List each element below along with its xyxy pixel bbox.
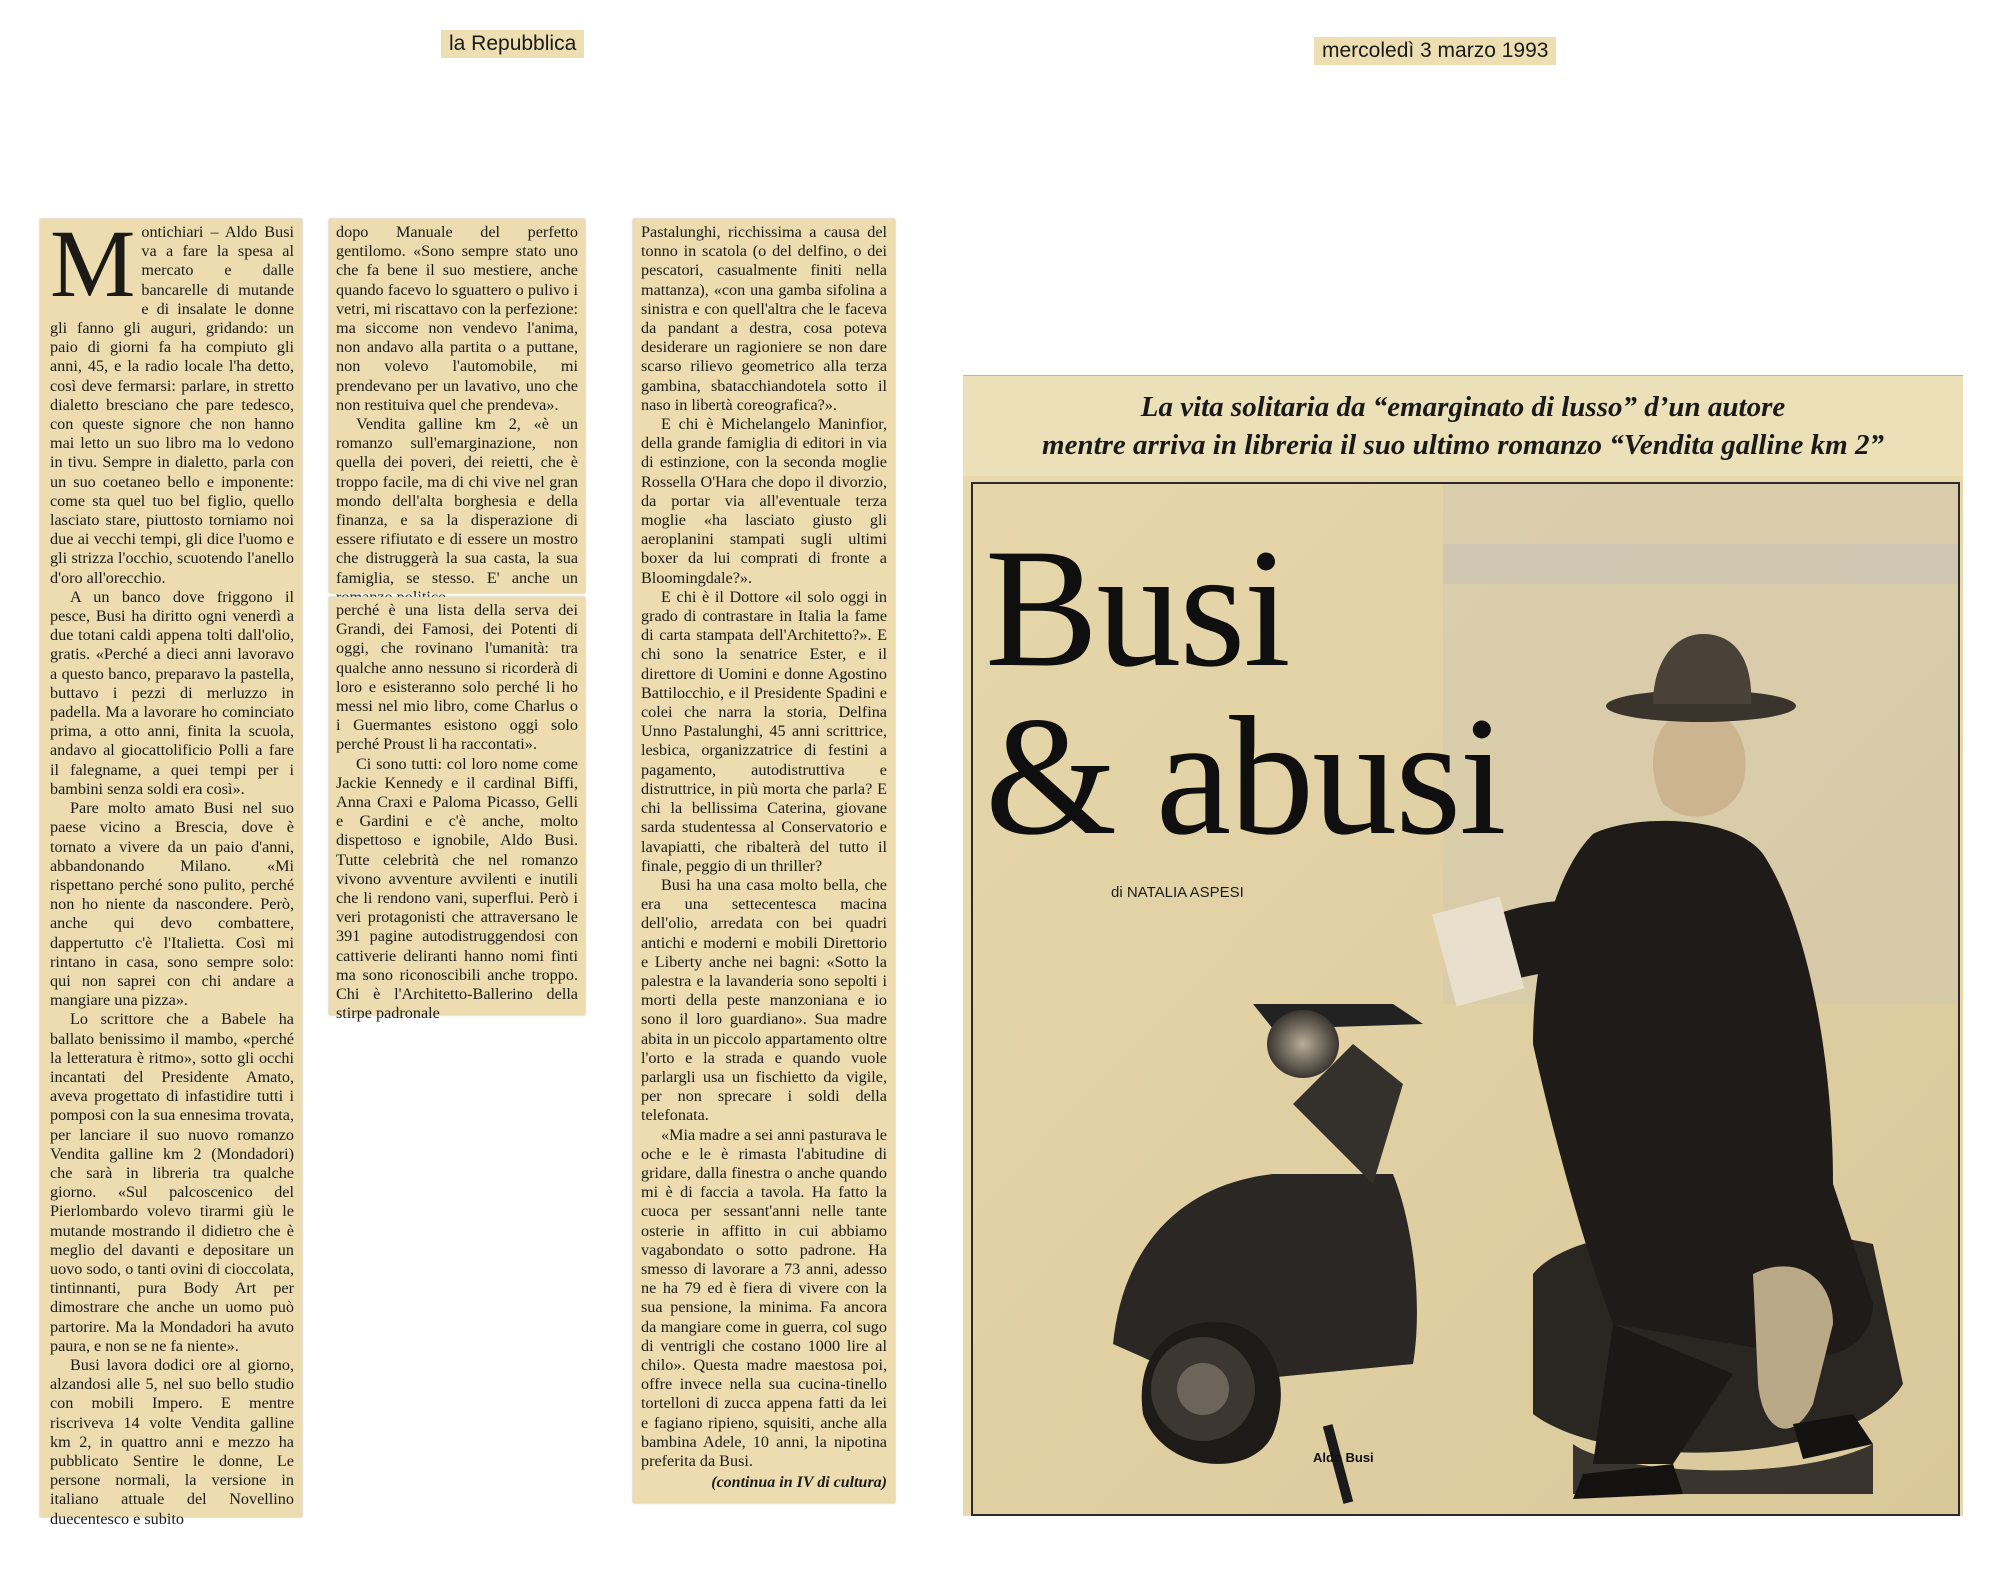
paragraph: «Mia madre a sei anni pasturava le oche e le è rimasta l'abitudine di gridare, dalla finestra o anche quando mi è di faccia a tavola. Ha fatto la cuoca per sessant'anni nelle tante osterie in affitto in cui abbiamo vagabondato o sotto padrone. Ha smesso di lavorare a 73 anni, adesso ne ha 79 ed è fiera di vivere con la sua pensione, la minima. Fa ancora da mangiare come in guerra, col sugo di ventrigli che costano 1000 lire al chilo». Questa madre maestosa poi, offre invece nella sua cucina-tinello tortelloni di zucca appena fatti da lei e fagiano ripieno, squisiti, anche alla bambina Adele, 10 anni, la nipotina preferita da Busi. bbox=[641, 1125, 887, 1470]
paragraph: Busi lavora dodici ore al giorno, alzandosi alle 5, nel suo bello studio con mobili Impero. E mentre riscriveva 14 volte Vendita galline km 2, in quattro anni e mezzo ha pubblicato Sentire le donne, Le persone normali, la versione in italiano attuale del Novellino duecentesco e subito bbox=[50, 1355, 294, 1528]
paragraph: dopo Manuale del perfetto gentilomo. «Sono sempre stato uno che fa bene il suo mestiere, anche quando facevo lo sguattero o pulivo i vetri, mi riscattavo con la perfezione: ma siccome non vendevo l'anima, non andavo alla partita o a puttane, non volevo l'automobile, mi prendevano per un lavativo, uno che non restituiva quel che prendeva». bbox=[336, 223, 578, 414]
drop-cap: M bbox=[50, 210, 136, 317]
paragraph: Lo scrittore che a Babele ha ballato benissimo il mambo, «perché la letteratura è ritmo», sotto gli occhi incantati del Presidente Amato, aveva progettato di infastidire tutti i pomposi con la sua ennesima trovata, per lanciare il suo nuovo romanzo Vendita galline km 2 (Mondadori) che sarà in libreria tra qualche giorno. «Sul palcoscenico del Pierlombardo volevo tirarmi giù le mutande mostrando il didietro che è meglio del davanti e depositare un uovo sodo, o tanti ovini di cioccolata, tintinnanti, pura Body Art per dimostrare che anche un uomo può partorire. Ma la Mondadori ha avuto paura, e non se ne fa niente». bbox=[50, 1010, 294, 1355]
headline-photo-clipping bbox=[963, 375, 1963, 1516]
kicker-banner bbox=[963, 376, 1963, 476]
date-label: mercoledì 3 marzo 1993 bbox=[1314, 37, 1556, 65]
paragraph: Pare molto amato Busi nel suo paese vicino a Brescia, dove è tornato a vivere da un paio d'anni, abbandonando Milano. «Mi rispettano perché sono pulito, perché non ho niente da nascondere. Però, anche qui devo combattere, dappertutto c'è l'Italietta. Così mi rintano in casa, sono sempre solo: qui non saprei con chi andare a mangiare una pizza». bbox=[50, 799, 294, 1010]
paragraph: Busi ha una casa molto bella, che era una settecentesca macina dell'olio, arredata con bei quadri antichi e moderni e mobili Direttorio e Liberty anche nei bagni: «Sotto la palestra e la lavanderia sono sepolti i morti della peste manzoniana e io sono il loro guardiano». Sua madre abita in un piccolo appartamento oltre l'orto e la strada e quando vuole parlargli usa un fischietto da vigile, per non sprecare i soldi della telefonata. bbox=[641, 875, 887, 1125]
photo-frame bbox=[971, 482, 1960, 1516]
kicker-line: mentre arriva in libreria il suo ultimo romanzo “Vendita galline km 2” bbox=[1042, 429, 1884, 461]
headline-line: & abusi bbox=[985, 682, 1505, 870]
newspaper-label: la Repubblica bbox=[441, 30, 584, 58]
paragraph: Pastalunghi, ricchissima a causa del tonno in scatola (o del delfino, o dei pescatori, casualmente finiti nella mattanza), «con una gamba sifolina a sinistra e con quell'altra che le faceva da pandant a destra, cosa poteva desiderare un ragioniere se non dare scarso rilievo geometrico alla terza gambina, sbatacchiandotela sotto il naso in libertà coreografica?». bbox=[641, 223, 887, 414]
paragraph: Ci sono tutti: col loro nome come Jackie Kennedy e il cardinal Biffi, Anna Craxi e Paloma Picasso, Gelli e Gardini e c'è anche, molto dispettoso e ignobile, Aldo Busi. Tutte celebrità che nel romanzo vivono avventure avvilenti e inutili che li rendono vani, superflui. Però i veri protagonisti che attraversano le 391 pagine autodistruggendosi con cattiverie deliranti hanno nomi finti ma sono riconoscibili anche troppo. Chi è l'Architetto-Ballerino della stirpe padronale bbox=[336, 754, 578, 1023]
article-column-1 bbox=[50, 210, 294, 1528]
headline-line: Busi bbox=[985, 514, 1289, 702]
paragraph: ontichiari – Aldo Busi va a fare la spesa al mercato e dalle bancarelle di mutande e di insalate le donne gli fanno gli auguri, gridando: un paio di giorni fa ha compiuto gli anni, 45, e la radio locale l'ha detto, così deve fermarsi: parlare, in stretto dialetto bresciano che pare tedesco, con queste signore che non hanno mai letto un suo libro ma lo vedono in tivu. Sempre in dialetto, parla con un suo coetaneo bello e imponente: come sta quel tuo bel figlio, quello lasciato stare, piuttosto torniamo noi due ai vecchi tempi, gli dice l'uomo e gli strizza l'occhio, scuotendo l'anello d'oro all'orecchio. bbox=[50, 223, 294, 587]
continuation-note: (continua in IV di cultura) bbox=[711, 1474, 887, 1492]
paragraph: E chi è Michelangelo Maninfior, della grande famiglia di editori in via di estinzione, con la seconda moglie Rossella O'Hara che dopo il divorzio, da portar via all'eventuale terza moglie «ha lasciato giusto gli aeroplanini stampati sugli ultimi boxer da lui comprati di fronte a Bloomingdale?». bbox=[641, 415, 887, 587]
paragraph: E chi è il Dottore «il solo oggi in grado di contrastare in Italia la fame di carta stampata dell'Architetto?». E chi sono la senatrice Ester, e il direttore di Uomini e donne Agostino Battilocchio, e il Presidente Spadini e colei che narra la storia, Delfina Unno Pastalunghi, 45 anni scrittrice, lesbica, organizzatrice di festini a pagamento, autodistruttiva e distruttrice, in più morta che parla? E chi la bellissima Caterina, giovane sarda studentessa al Conservatorio e lavapiatti, che ribalterà del tutto il finale, peggio di un thriller? bbox=[641, 587, 887, 875]
background-bleed-text bbox=[1453, 494, 1953, 1194]
photo-caption: Aldo Busi bbox=[1313, 1450, 1374, 1465]
paragraph: Vendita galline km 2, «è un romanzo sull'emarginazione, non quella dei poveri, dei reietti, che è troppo facile, ma di chi vive nel gran mondo dell'alta borghesia e della finanza, e sa la disperazione di essere rifiutato e di essere un mostro che distruggerà la sua casta, la sua famiglia, se stesso. E' anche un bbox=[336, 415, 578, 587]
paragraph: A un banco dove friggono il pesce, Busi ha diritto ogni venerdì a due totani caldi appena tolti dall'olio, gratis. «Perché a dieci anni lavoravo a questo banco, preparavo la pastella, buttavo i pezzi di merluzzo in padella. Ma a lavorare ho cominciato prima, a otto anni, finita la scuola, andavo al giocattolificio Polli a fare il falegname, a quei tempi per i bambini senza soldi era così». bbox=[50, 587, 294, 798]
byline: di NATALIA ASPESI bbox=[1111, 884, 1244, 901]
kicker-line: La vita solitaria da “emarginato di lusso” d’un autore bbox=[1140, 391, 1786, 423]
headline bbox=[985, 514, 1505, 870]
paragraph: perché è una lista della serva dei Grandi, dei Famosi, dei Potenti di oggi, che rovinano l'umanità: tra qualche anno nessuno si ricorderà di loro e esisteranno solo perché li ho messi nel mio libro, come Charlus o i Guermantes esistono oggi solo perché Proust li ha raccontati». bbox=[336, 601, 578, 754]
article-column-2a bbox=[336, 223, 578, 589]
article-column-2b bbox=[336, 601, 578, 1023]
kicker bbox=[1003, 388, 1923, 464]
article-column-3 bbox=[641, 223, 887, 1499]
